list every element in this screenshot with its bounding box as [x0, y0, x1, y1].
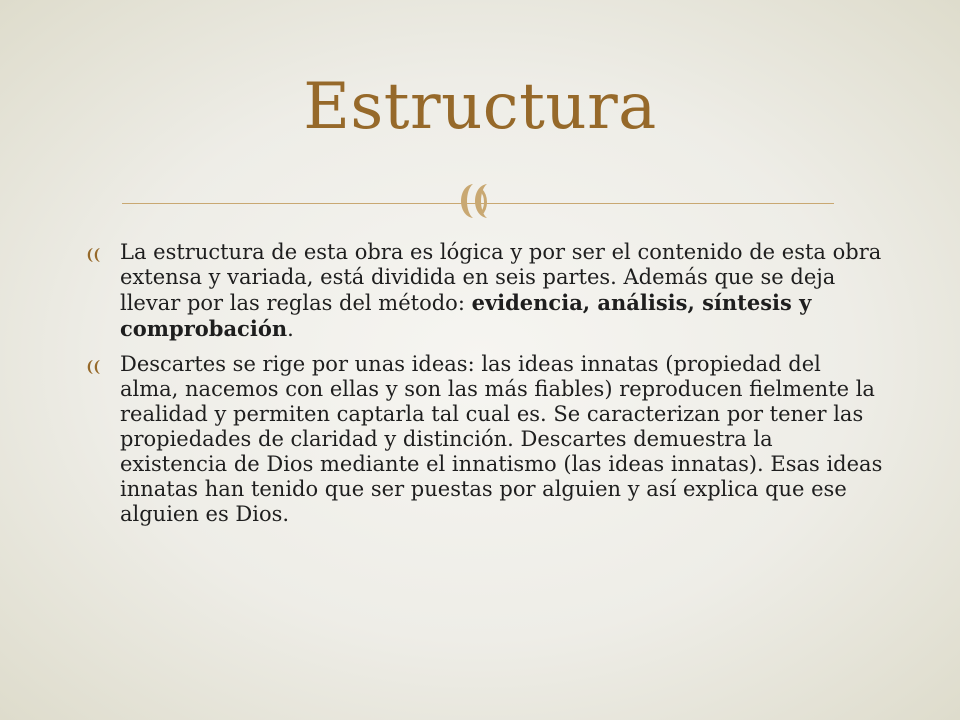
bullet-item: [84, 352, 884, 527]
bullet-text: Descartes se rige por unas ideas: las ideas innatas (propiedad del alma, nacemos con ellas y son las más fiables) reproducen fielmente la realidad y permiten captarla tal cual es. Se caracterizan por tener las propiedades de claridad y distinción. Descartes demuestra la existencia de Dios mediante el innatismo (las ideas innatas). Esas ideas innatas han tenido que ser puestas por alguien y así explica que ese alguien es Dios.: [120, 352, 883, 526]
ornament-icon: [451, 178, 507, 224]
bullet-item: [84, 240, 884, 342]
double-crescent-bullet-icon: [84, 244, 108, 260]
bullet-list: [84, 240, 884, 537]
double-crescent-bullet-icon: [84, 356, 108, 372]
bullet-text-end: .: [287, 317, 294, 341]
bullet-emphasis: evidencia, análisis, síntesis y comprobación: [120, 290, 812, 341]
bullet-text: La estructura de esta obra es lógica y por ser el contenido de esta obra extensa y variada, está dividida en seis partes. Además que se deja llevar por las reglas del método:: [120, 240, 882, 315]
slide-title: Estructura: [303, 70, 657, 144]
